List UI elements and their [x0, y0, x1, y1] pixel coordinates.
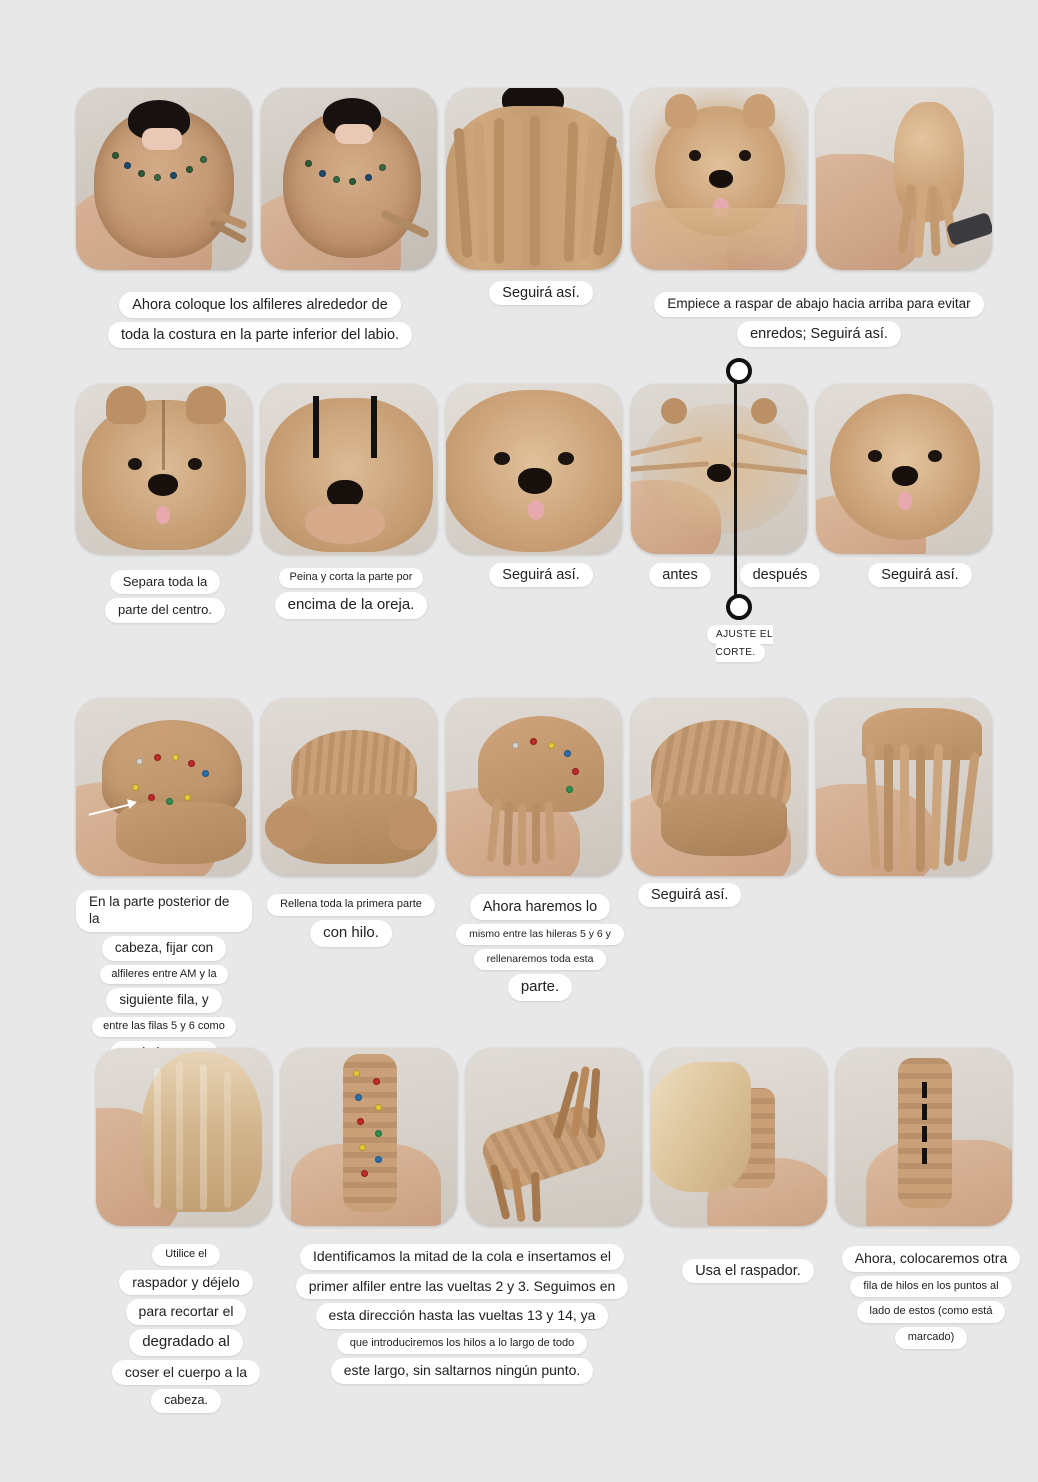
photo-tail-strands[interactable]: [466, 1048, 642, 1226]
caption-line: primer alfiler entre las vueltas 2 y 3. Seguimos en: [296, 1274, 629, 1300]
caption-after: [735, 566, 825, 584]
caption-line: toda la costura en la parte inferior del labio.: [108, 322, 412, 348]
caption-line: Seguirá así.: [489, 281, 592, 305]
photo-cut-above-ear[interactable]: [261, 384, 437, 554]
step-cell: [466, 1048, 642, 1226]
step-cell: [261, 698, 437, 876]
caption-back-head: [76, 882, 252, 1066]
caption-line: raspador y déjelo: [119, 1270, 252, 1296]
caption-line: alfileres entre AM y la: [100, 965, 227, 985]
step-cell: [631, 698, 807, 876]
caption-line: Ahora coloque los alfileres alrededor de: [119, 292, 401, 318]
step-cell: [281, 1048, 457, 1226]
row-2: [76, 384, 992, 554]
caption-line: cabeza.: [151, 1389, 221, 1413]
caption-line: entre las filas 5 y 6 como: [92, 1017, 236, 1037]
caption-line: Ahora haremos lo: [470, 894, 610, 920]
caption-line: para recortar el: [126, 1299, 247, 1325]
step-cell: [816, 88, 992, 270]
step-cell: [816, 384, 992, 554]
caption-line: Utilice el: [152, 1244, 220, 1266]
cut-mark-right: [371, 396, 377, 458]
row-4: [96, 1048, 1012, 1226]
caption-line: fila de hilos en los puntos al: [850, 1276, 1011, 1298]
caption-line: cabeza, fijar con: [102, 936, 226, 961]
photo-filled-first-part[interactable]: [261, 698, 437, 876]
photo-pins-lower-lip-2[interactable]: [261, 88, 437, 270]
step-cell: [76, 88, 252, 270]
caption-continues-3: [832, 566, 1008, 584]
photo-brushed-head[interactable]: [631, 88, 807, 270]
step-cell: [631, 384, 807, 554]
photo-result-trim[interactable]: [446, 384, 622, 554]
photo-yarn-strands[interactable]: [446, 88, 622, 270]
photo-tail-brushed[interactable]: [651, 1048, 827, 1226]
caption-line: AJUSTE EL CORTE.: [707, 625, 773, 662]
caption-line: Seguirá así.: [868, 563, 971, 587]
photo-brushing-tool[interactable]: [816, 88, 992, 270]
step-cell: [76, 384, 252, 554]
caption-line: Usa el raspador.: [682, 1259, 814, 1283]
step-cell: [651, 1048, 827, 1226]
caption-line: encima de la oreja.: [275, 592, 428, 619]
photo-before[interactable]: [631, 384, 807, 554]
caption-line: parte.: [508, 974, 572, 1001]
caption-line: después: [740, 563, 821, 587]
caption-continues-4: [638, 886, 814, 904]
caption-line: Rellena toda la primera parte: [267, 894, 435, 916]
step-cell: [446, 698, 622, 876]
caption-tail-pins: [285, 1236, 639, 1384]
row-1: [76, 88, 992, 270]
caption-continues-1: [453, 284, 629, 302]
caption-line: Peina y corta la parte por: [279, 568, 424, 588]
photo-scraper-gradient[interactable]: [96, 1048, 272, 1226]
caption-line: Seguirá así.: [489, 563, 592, 587]
caption-line: este largo, sin saltarnos ningún punto.: [331, 1358, 594, 1384]
caption-fill-first: [263, 886, 439, 947]
step-cell: [446, 88, 622, 270]
caption-continues-2: [453, 566, 629, 584]
caption-separate-center: [100, 562, 230, 623]
photo-after[interactable]: [816, 384, 992, 554]
step-cell: [261, 384, 437, 554]
step-cell: [76, 698, 252, 876]
photo-part-center[interactable]: [76, 384, 252, 554]
cut-mark-left: [313, 396, 319, 458]
row-3: [76, 698, 992, 876]
photo-tail-second-row[interactable]: [836, 1048, 1012, 1226]
caption-adjust-cut: [684, 624, 796, 660]
caption-line: Identificamos la mitad de la cola e insertamos el: [300, 1244, 624, 1270]
caption-line: siguiente fila, y: [106, 988, 221, 1013]
caption-comb-cut: [263, 560, 439, 619]
caption-second-row: [836, 1238, 1026, 1349]
step-cell: [96, 1048, 272, 1226]
caption-line: que introduciremos los hilos a lo largo de todo: [337, 1333, 587, 1355]
caption-use-scraper: [660, 1262, 836, 1280]
photo-result-back[interactable]: [631, 698, 807, 876]
caption-line: Empiece a raspar de abajo hacia arriba para evitar: [654, 292, 983, 317]
caption-brush-direction: [636, 284, 1002, 347]
photo-rows-5-6-pins[interactable]: [446, 698, 622, 876]
caption-pins: [80, 284, 440, 348]
step-cell: [836, 1048, 1012, 1226]
caption-line: Ahora, colocaremos otra: [842, 1246, 1021, 1272]
step-cell: [261, 88, 437, 270]
caption-line: degradado al: [129, 1329, 243, 1356]
caption-line: esta dirección hasta las vueltas 13 y 14, ya: [316, 1303, 609, 1329]
photo-back-head-pins[interactable]: [76, 698, 252, 876]
photo-tail-pins[interactable]: [281, 1048, 457, 1226]
caption-same-rows: [450, 886, 630, 1001]
caption-line: con hilo.: [310, 920, 392, 947]
caption-line: En la parte posterior de la: [76, 890, 252, 932]
step-cell: [446, 384, 622, 554]
caption-line: rellenaremos toda esta: [474, 949, 607, 970]
caption-line: marcado): [895, 1327, 967, 1349]
caption-line: antes: [649, 563, 710, 587]
caption-line: coser el cuerpo a la: [112, 1360, 260, 1386]
caption-line: parte del centro.: [105, 598, 225, 622]
step-cell: [631, 88, 807, 270]
caption-before: [641, 566, 719, 584]
step-cell: [816, 698, 992, 876]
photo-pins-lower-lip-1[interactable]: [76, 88, 252, 270]
caption-line: lado de estos (como está: [857, 1301, 1006, 1323]
photo-long-strands-back[interactable]: [816, 698, 992, 876]
caption-line: Separa toda la: [110, 570, 221, 594]
caption-line: mismo entre las hileras 5 y 6 y: [456, 924, 624, 945]
caption-line: Seguirá así.: [638, 883, 741, 907]
caption-line: enredos; Seguirá así.: [737, 321, 901, 347]
caption-scraper: [100, 1236, 272, 1413]
